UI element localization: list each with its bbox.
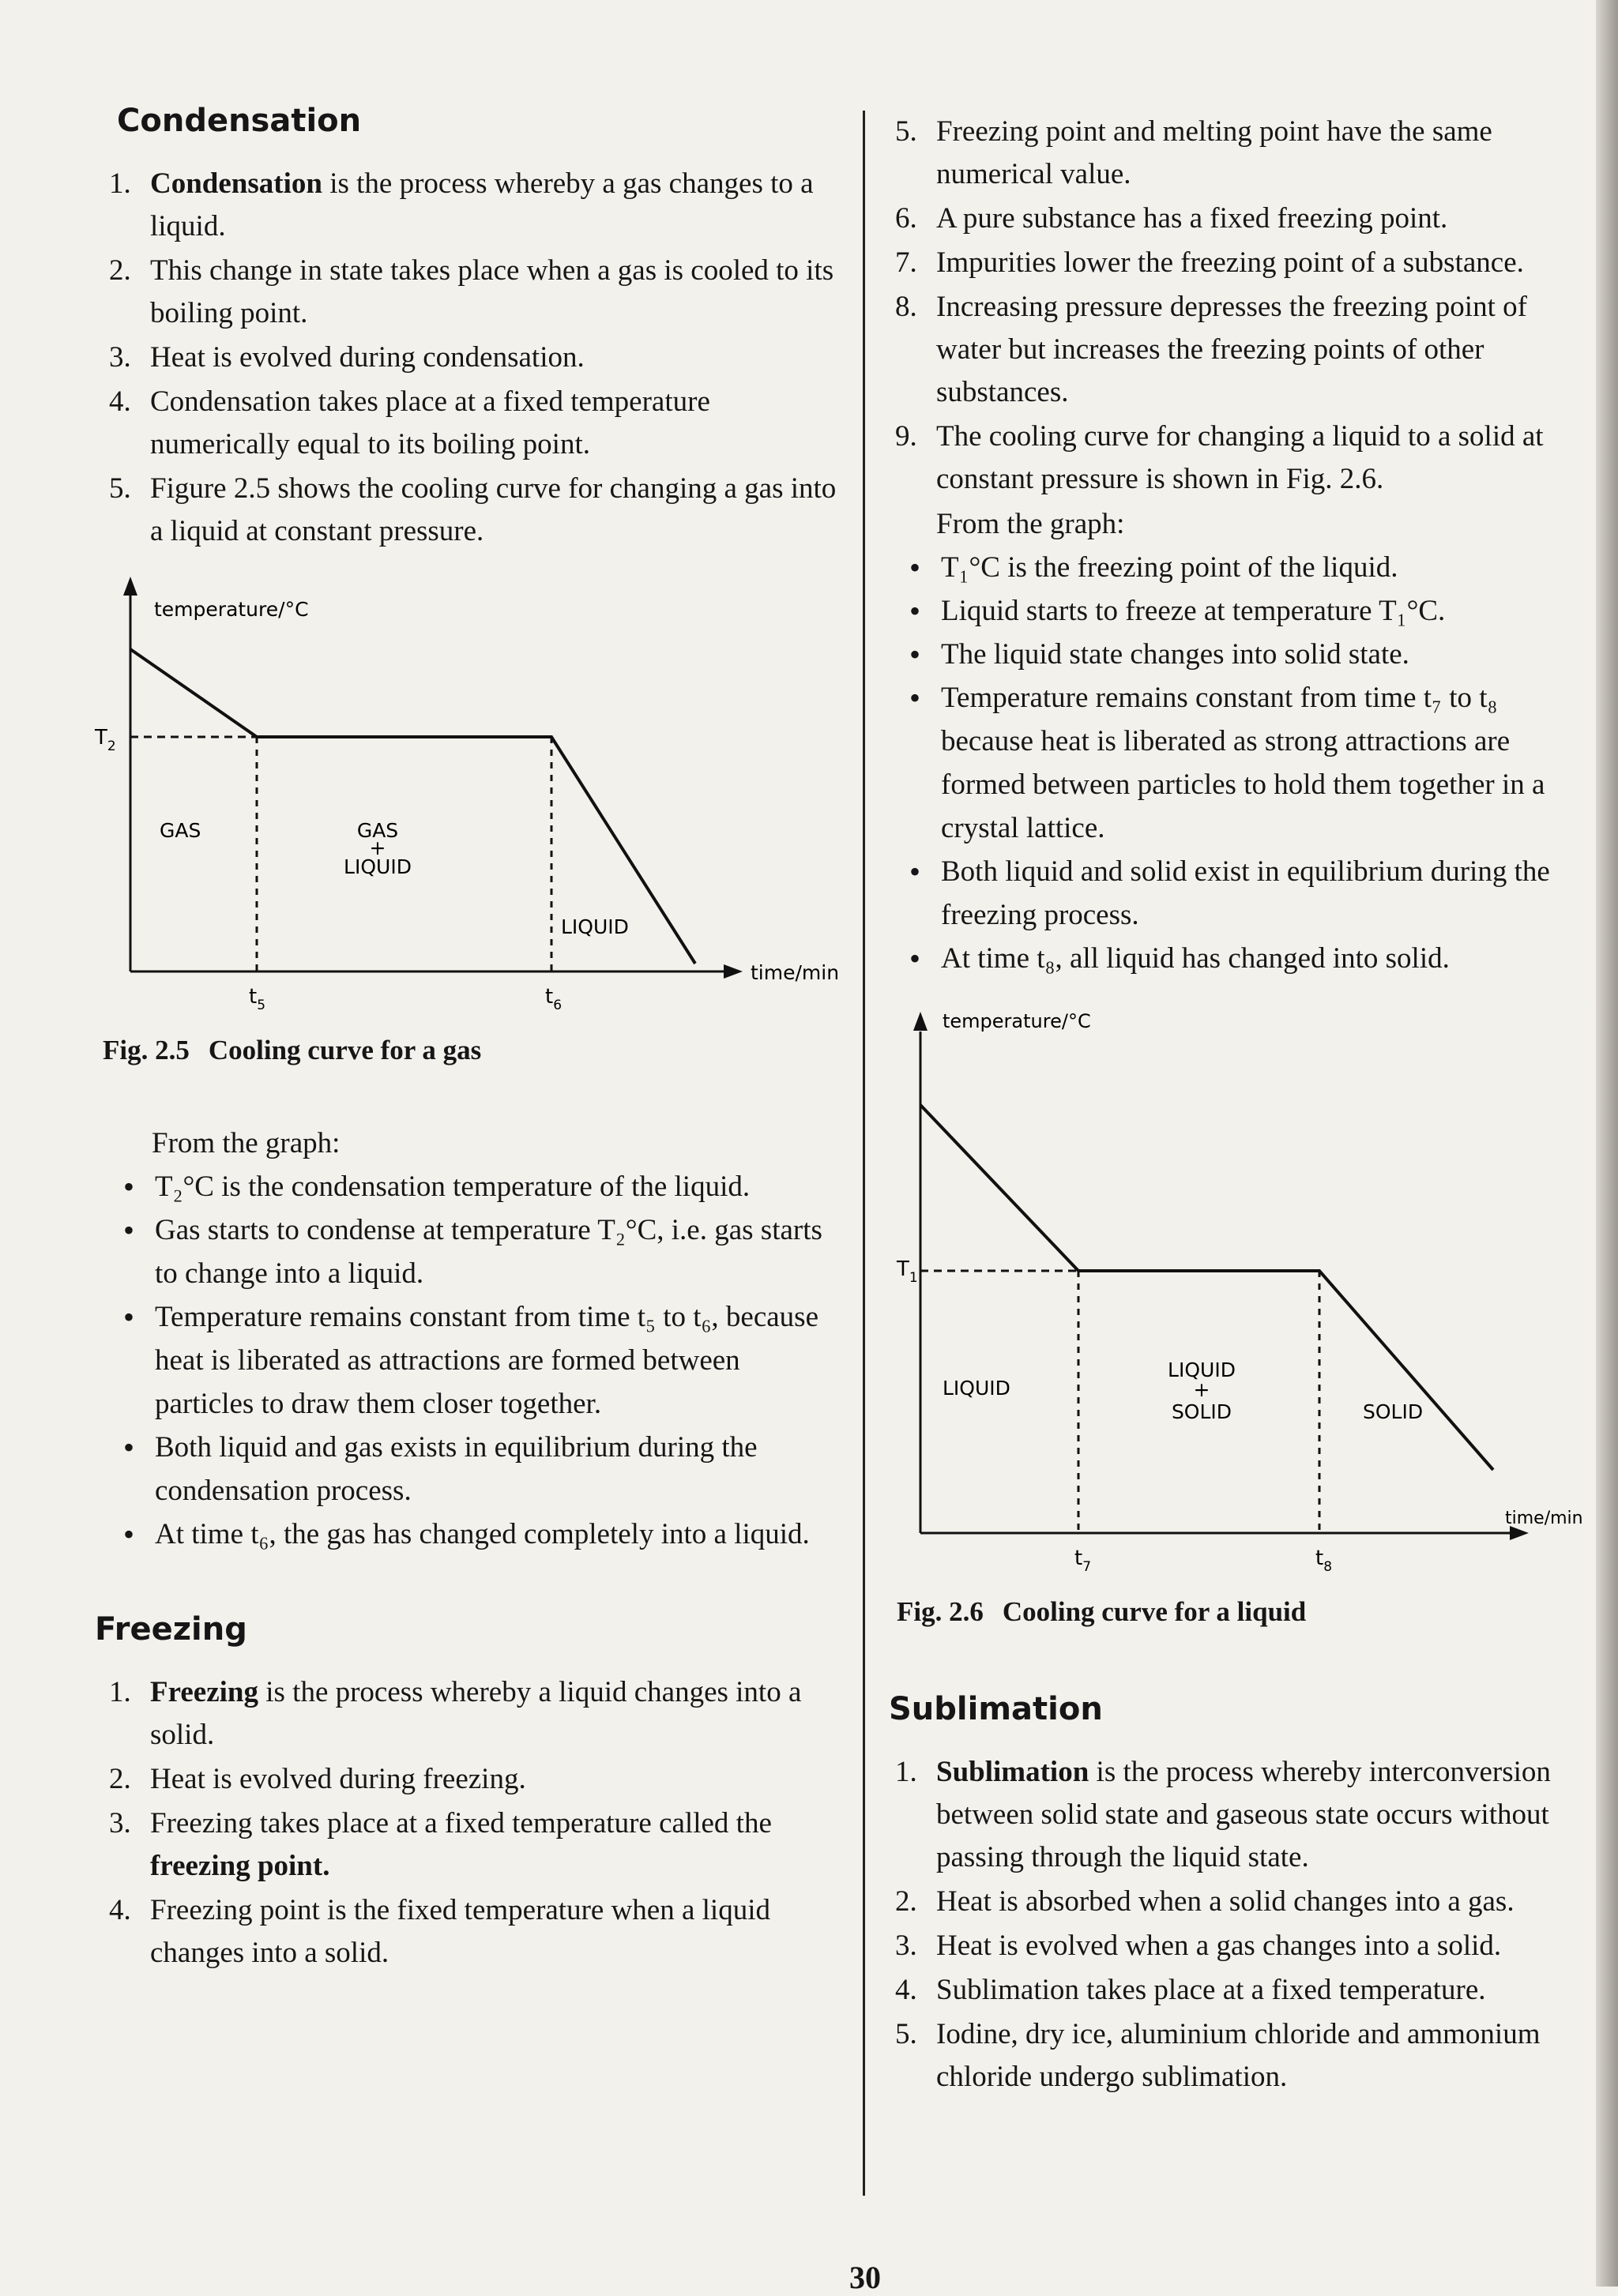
column-divider: [863, 111, 865, 2196]
t5-label: t: [249, 985, 258, 1009]
region-label: LIQUID: [1168, 1358, 1236, 1381]
sublimation-points: [881, 1751, 1592, 2099]
y-axis-label: temperature/°C: [154, 598, 309, 621]
freezing-graph-bullets: [881, 546, 1592, 980]
condensation-heading: Condensation: [117, 103, 362, 139]
fig-2-6-caption: Fig. 2.6 Cooling curve for a liquid: [897, 1596, 1307, 1627]
region-label: LIQUID: [561, 915, 629, 938]
region-label: SOLID: [1363, 1400, 1424, 1423]
list-item: 3. Heat is evolved during condensation.: [109, 341, 585, 374]
list-item: 2. Heat is evolved during freezing.: [109, 1763, 526, 1795]
y-axis-label: temperature/°C: [943, 1010, 1091, 1032]
list-item: • Liquid starts to freeze at temperature T₁°C.: [881, 589, 1592, 633]
list-item: 4. Condensation takes place at a fixed temperature numerically equal to its boiling point.: [109, 385, 710, 460]
list-item: • Gas starts to condense at temperature T₂°C, i.e. gas starts to change into a liquid.: [95, 1208, 837, 1295]
region-label: GAS: [160, 819, 201, 842]
list-item: 1. Freezing is the process whereby a liquid changes into a solid.: [109, 1676, 802, 1751]
fig-2-5-cooling-curve-gas: [95, 577, 840, 1035]
t7-label: t: [1074, 1546, 1083, 1570]
region-label: SOLID: [1171, 1400, 1232, 1423]
list-item: 9. The cooling curve for changing a liquid to a solid at constant pressure is shown in Fig. 2.6.: [895, 420, 1544, 495]
left-column: [95, 103, 840, 1976]
list-item: • T₁°C is the freezing point of the liquid.: [881, 546, 1592, 589]
list-item: • At time t₆, the gas has changed completely into a liquid.: [95, 1513, 837, 1556]
region-label: +: [1193, 1378, 1210, 1401]
svg-text:T1: $T_1$: [897, 1257, 918, 1286]
list-item: 2. Heat is absorbed when a solid changes into a gas.: [895, 1885, 1515, 1918]
sublimation-heading: Sublimation: [889, 1691, 1103, 1727]
t2-label: T: [95, 726, 107, 750]
y-axis-arrow: [123, 577, 137, 596]
x-axis-arrow: [724, 964, 743, 979]
list-item: • Temperature remains constant from time t₇ to t₈ because heat is liberated as strong attractions are formed between particles to hold them together in a crystal lattice.: [881, 676, 1592, 850]
list-item: • At time t₈, all liquid has changed into solid.: [881, 937, 1592, 980]
svg-text:T2: $T_2$: [95, 726, 116, 754]
region-label: LIQUID: [344, 855, 412, 878]
list-item: 5. Freezing point and melting point have the same numerical value.: [895, 115, 1492, 190]
x-axis-label: time/min: [751, 961, 840, 984]
list-item: • The liquid state changes into solid state.: [881, 633, 1592, 676]
freezing-points-continued: [881, 111, 1592, 501]
list-item: • T₂°C is the condensation temperature of the liquid.: [95, 1165, 837, 1208]
list-item: 4. Freezing point is the fixed temperature when a liquid changes into a solid.: [109, 1894, 770, 1969]
t6-label: t: [545, 985, 554, 1009]
list-item: 4. Sublimation takes place at a fixed temperature.: [895, 1974, 1486, 2006]
list-item: • Both liquid and gas exists in equilibrium during the condensation process.: [95, 1426, 837, 1513]
list-item: 8. Increasing pressure depresses the freezing point of water but increases the freezing points of other substances.: [895, 291, 1527, 408]
svg-text:t7: $t_7$: [1074, 1546, 1092, 1575]
freezing-heading: Freezing: [95, 1611, 247, 1648]
x-axis-label: time/min: [1505, 1509, 1583, 1528]
list-item: 5. Iodine, dry ice, aluminium chloride and ammonium chloride undergo sublimation.: [895, 2018, 1541, 2093]
condensation-points: [95, 163, 837, 553]
freezing-points: [95, 1671, 837, 1975]
list-item: 3. Heat is evolved when a gas changes into a solid.: [895, 1930, 1502, 1962]
list-item: 2. This change in state takes place when a gas is cooled to its boiling point.: [109, 254, 834, 329]
region-label: +: [369, 836, 386, 859]
svg-text:t8: $t_8$: [1315, 1546, 1333, 1575]
t8-label: t: [1315, 1546, 1324, 1570]
list-item: 7. Impurities lower the freezing point of a substance.: [895, 246, 1524, 279]
from-graph-label: From the graph:: [152, 1127, 341, 1159]
from-graph-label: From the graph:: [936, 508, 1125, 540]
list-item: • Temperature remains constant from time t₅ to t₆, because heat is liberated as attractions are formed between particles to draw them closer together.: [95, 1295, 837, 1426]
list-item: 1. Condensation is the process whereby a gas changes to a liquid.: [109, 167, 814, 242]
list-item: 3. Freezing takes place at a fixed temperature called the freezing point.: [109, 1807, 772, 1882]
fig-2-5-caption: Fig. 2.5 Cooling curve for a gas: [103, 1035, 482, 1065]
page-edge-shadow: [1596, 0, 1618, 2287]
t1-label: T: [897, 1257, 909, 1281]
fig-2-6-cooling-curve-liquid: [881, 1012, 1592, 1580]
right-column: [881, 111, 1592, 2100]
region-label: LIQUID: [943, 1377, 1010, 1400]
list-item: • Both liquid and solid exist in equilibrium during the freezing process.: [881, 850, 1592, 937]
svg-text:t6: $t_6$: [545, 985, 563, 1013]
y-axis-arrow: [913, 1012, 928, 1031]
list-item: 1. Sublimation is the process whereby interconversion between solid state and gaseous state occurs without passing through the liquid state.: [895, 1756, 1551, 1873]
list-item: 6. A pure substance has a fixed freezing point.: [895, 202, 1448, 235]
region-label: GAS: [356, 819, 399, 842]
list-item: 5. Figure 2.5 shows the cooling curve for changing a gas into a liquid at constant pressure.: [109, 472, 837, 547]
svg-text:t5: $t_5$: [249, 985, 266, 1013]
page-number: 30: [849, 2260, 881, 2295]
condensation-graph-bullets: [95, 1165, 837, 1556]
